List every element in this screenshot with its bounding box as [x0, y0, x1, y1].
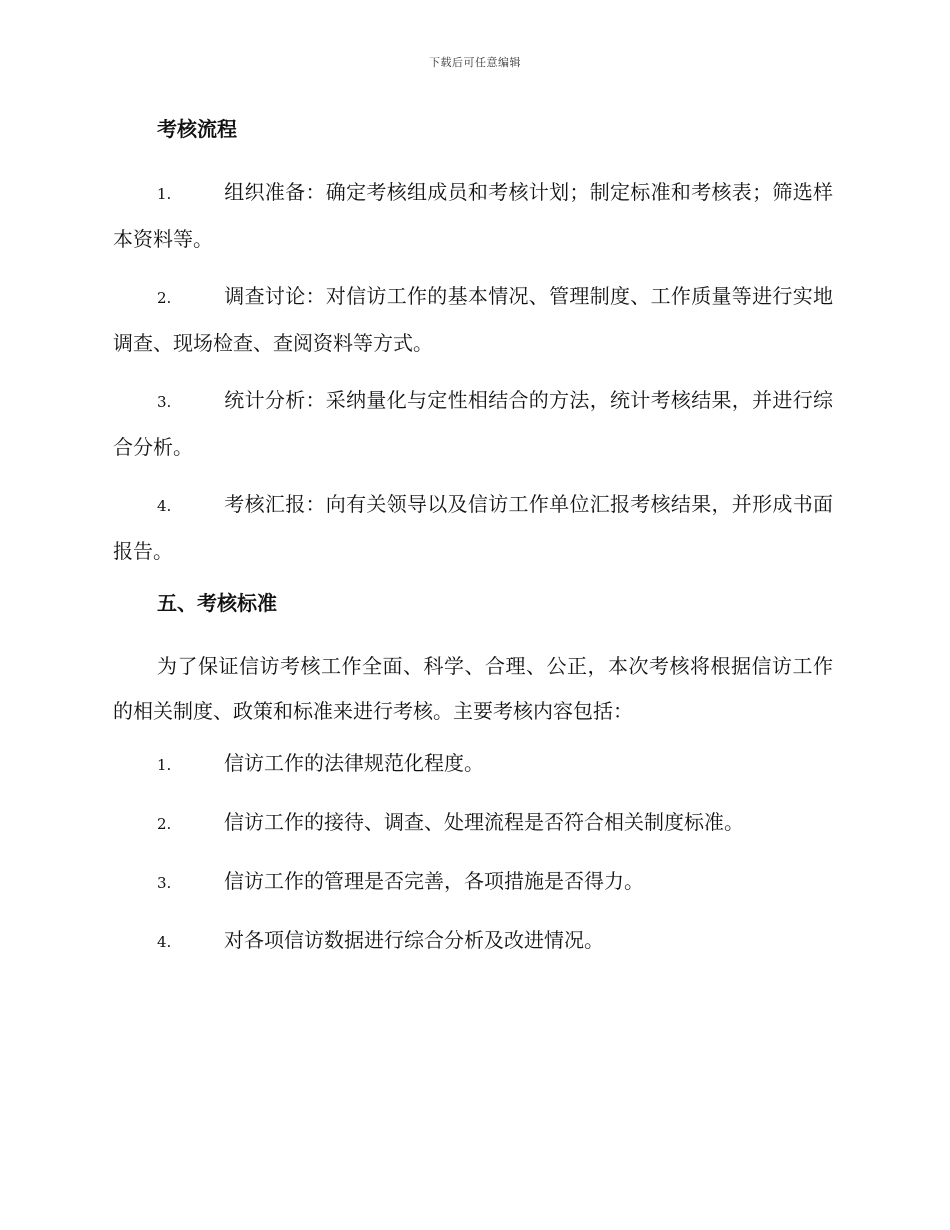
- page-header: 下载后可任意编辑: [429, 56, 521, 69]
- list-text: 组织准备：确定考核组成员和考核计划；制定标准和考核表；筛选样本资料等。: [113, 180, 833, 251]
- list-item: [113, 170, 833, 262]
- list-number: 1.: [157, 185, 172, 203]
- list-item: [113, 274, 833, 366]
- section-title-process: 考核流程: [157, 117, 237, 141]
- list-text: 信访工作的接待、调查、处理流程是否符合相关制度标准。: [224, 810, 744, 834]
- list-item: [113, 805, 833, 841]
- list-number: 1.: [157, 756, 172, 774]
- list-text: 统计分析：采纳量化与定性相结合的方法，统计考核结果，并进行综合分析。: [113, 388, 833, 459]
- list-item: [113, 746, 833, 782]
- list-number: 3.: [157, 393, 172, 411]
- list-number: 2.: [157, 815, 172, 833]
- list-text: 考核汇报：向有关领导以及信访工作单位汇报考核结果，并形成书面报告。: [113, 492, 833, 563]
- document-body: [113, 112, 833, 982]
- section-intro-paragraph: 为了保证信访考核工作全面、科学、合理、公正，本次考核将根据信访工作的相关制度、政策和标准来进行考核。主要考核内容包括：: [113, 654, 833, 723]
- list-item: [113, 864, 833, 900]
- list-item: [113, 923, 833, 959]
- list-text: 信访工作的法律规范化程度。: [224, 751, 484, 775]
- list-text: 对各项信访数据进行综合分析及改进情况。: [224, 928, 604, 952]
- list-number: 4.: [157, 933, 172, 951]
- list-number: 2.: [157, 289, 172, 307]
- list-text: 信访工作的管理是否完善，各项措施是否得力。: [224, 869, 644, 893]
- list-number: 3.: [157, 874, 172, 892]
- list-item: [113, 482, 833, 574]
- list-item: [113, 378, 833, 470]
- list-text: 调查讨论：对信访工作的基本情况、管理制度、工作质量等进行实地调查、现场检查、查阅资料等方式。: [113, 284, 833, 355]
- section-title-standard: 五、考核标准: [157, 591, 277, 615]
- list-number: 4.: [157, 497, 172, 515]
